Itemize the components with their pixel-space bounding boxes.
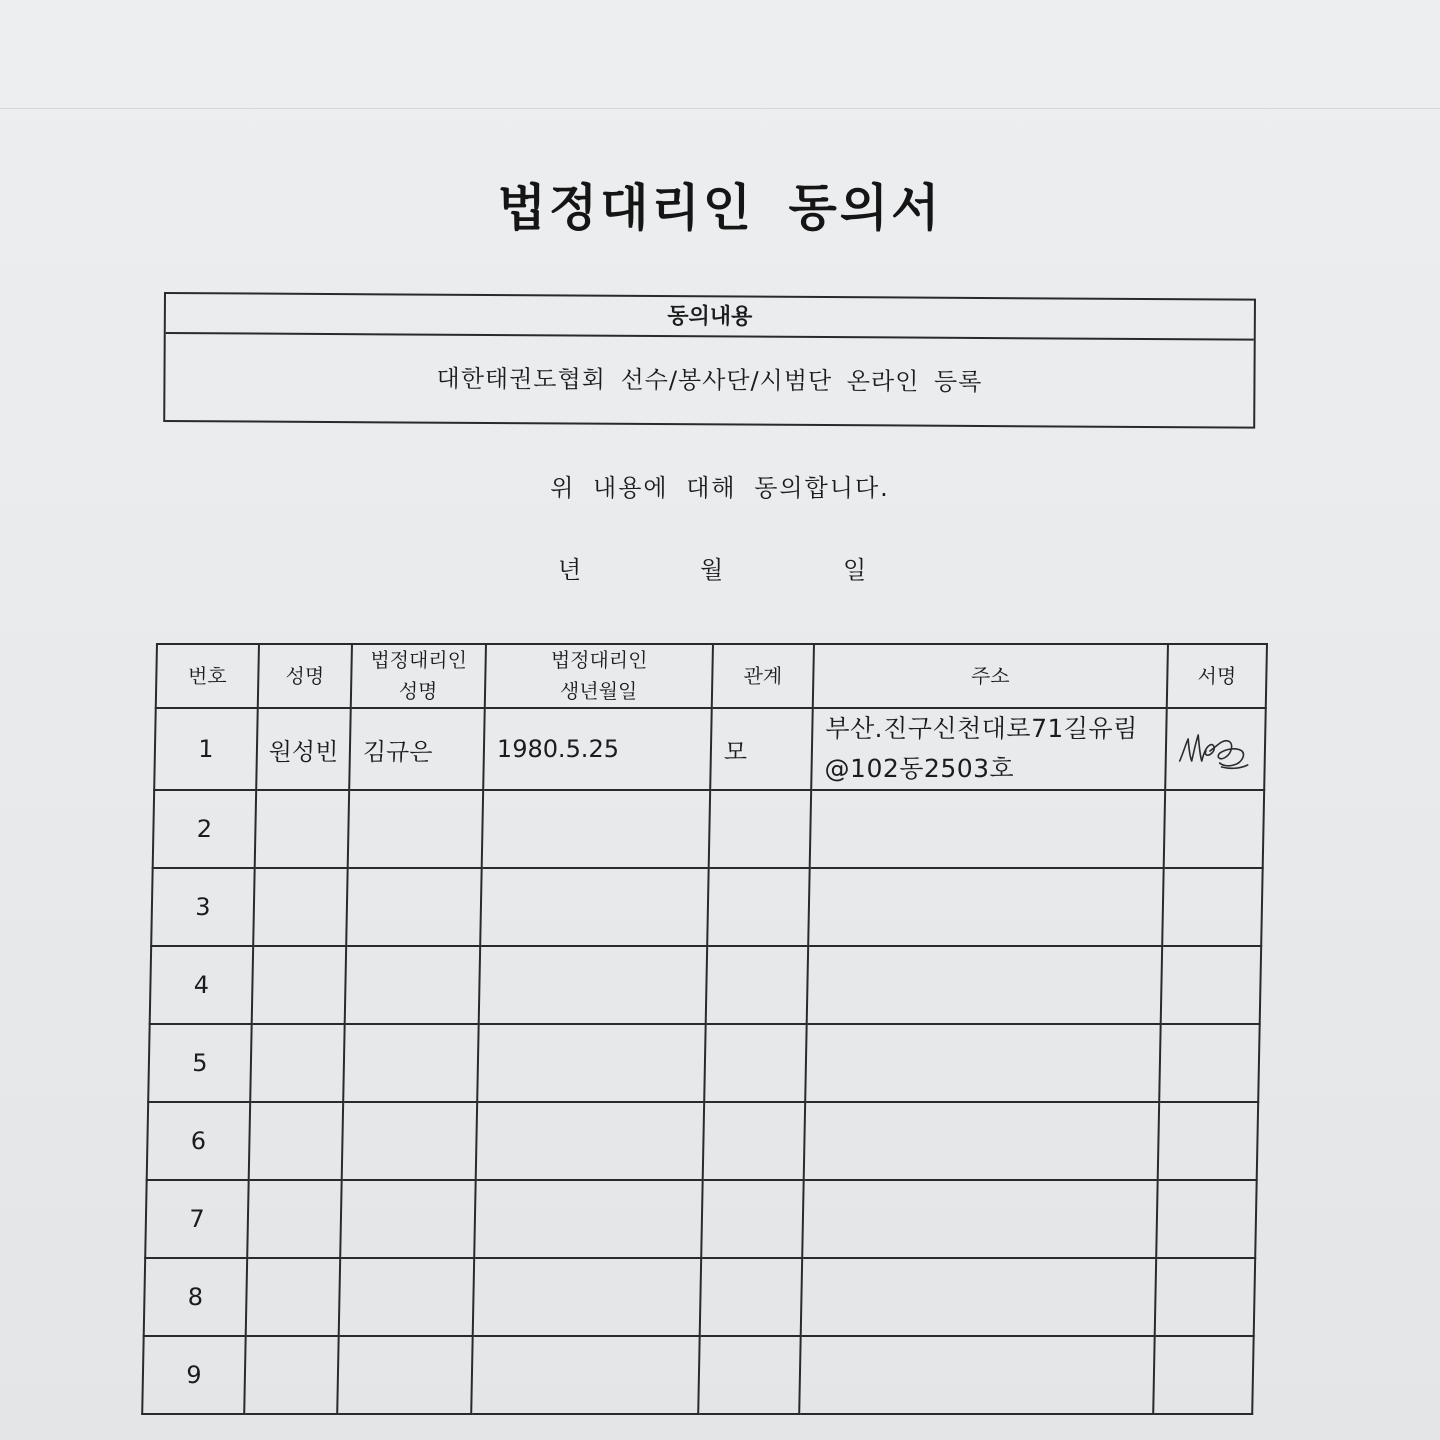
cell-number: 4 [150, 946, 253, 1024]
cell-name [252, 946, 346, 1024]
header-guardian-name-line1: 법정대리인 [370, 648, 468, 672]
table-row [142, 1336, 1253, 1414]
cell-guardian-name [348, 790, 483, 868]
cell-guardian-birth [474, 1180, 702, 1258]
cell-guardian-birth [477, 1024, 705, 1102]
cell-address [799, 1336, 1154, 1414]
cell-relation [700, 1258, 802, 1336]
header-guardian-birth-line2: 생년월일 [559, 679, 638, 703]
table-row [153, 790, 1264, 868]
consent-text: 대한태권도협회 선수/봉사단/시범단 온라인 등록 [436, 364, 983, 397]
handwritten-signature-icon [1175, 721, 1256, 777]
cell-signature [1156, 1180, 1256, 1258]
cell-signature [1153, 1336, 1253, 1414]
cell-address [808, 868, 1163, 946]
cell-name [253, 868, 347, 946]
cell-relation [698, 1336, 800, 1414]
cell-signature [1161, 946, 1261, 1024]
consent-heading: 동의내용 [166, 294, 1254, 341]
cell-address [805, 1024, 1160, 1102]
cell-address [807, 946, 1162, 1024]
table-row [147, 1102, 1258, 1180]
cell-number: 2 [153, 790, 256, 868]
cell-signature [1162, 868, 1262, 946]
table-row [151, 868, 1262, 946]
header-guardian-birth-line1: 법정대리인 [550, 648, 648, 672]
consent-box [163, 292, 1256, 429]
cell-guardian-name [339, 1258, 474, 1336]
cell-signature [1159, 1024, 1259, 1102]
cell-guardian-name [342, 1102, 477, 1180]
cell-guardian-birth [476, 1102, 704, 1180]
cell-guardian-name [345, 946, 480, 1024]
cell-address [804, 1102, 1159, 1180]
cell-signature [1165, 708, 1266, 790]
header-number: 번호 [156, 644, 259, 708]
cell-relation [706, 946, 808, 1024]
cell-number: 8 [144, 1258, 247, 1336]
cell-signature [1164, 790, 1264, 868]
cell-relation [707, 868, 809, 946]
cell-relation: 모 [710, 708, 813, 790]
cell-guardian-birth [480, 868, 708, 946]
cell-guardian-birth [471, 1336, 699, 1414]
date-month-label: 월 [700, 556, 724, 584]
table-row [148, 1024, 1259, 1102]
cell-name [244, 1336, 338, 1414]
table-row [154, 708, 1266, 790]
cell-relation [701, 1180, 803, 1258]
cell-name [250, 1024, 344, 1102]
cell-guardian-birth [479, 946, 707, 1024]
cell-guardian-name [340, 1180, 475, 1258]
cell-name: 원성빈 [256, 708, 351, 790]
date-day-label: 일 [843, 556, 867, 584]
cell-name [247, 1180, 341, 1258]
header-guardian-birth [485, 644, 713, 708]
cell-signature [1158, 1102, 1258, 1180]
cell-number: 7 [145, 1180, 248, 1258]
cell-guardian-name [343, 1024, 478, 1102]
header-address: 주소 [813, 644, 1168, 708]
cell-address [802, 1180, 1157, 1258]
signers-table [141, 643, 1268, 1415]
cell-guardian-birth: 1980.5.25 [483, 708, 712, 790]
table-row [150, 946, 1261, 1024]
address-line-1: 부산.진구신천대로71길유림 [825, 714, 1139, 743]
header-name: 성명 [258, 644, 352, 708]
header-guardian-name [351, 644, 486, 708]
document-title: 법정대리인 동의서 [497, 179, 943, 237]
cell-name [246, 1258, 340, 1336]
cell-relation [703, 1102, 805, 1180]
cell-name [249, 1102, 343, 1180]
cell-guardian-birth [473, 1258, 701, 1336]
cell-address [801, 1258, 1156, 1336]
cell-guardian-name [346, 868, 481, 946]
cell-number: 5 [148, 1024, 251, 1102]
cell-guardian-name [337, 1336, 472, 1414]
header-signature: 서명 [1167, 644, 1267, 708]
table-row [144, 1258, 1255, 1336]
address-line-2: @102동2503호 [824, 754, 1015, 783]
cell-relation [704, 1024, 806, 1102]
cell-address [811, 708, 1167, 790]
table-header-row [156, 644, 1267, 708]
cell-guardian-birth [482, 790, 710, 868]
cell-name [255, 790, 349, 868]
cell-number: 3 [151, 868, 254, 946]
agreement-statement: 위 내용에 대해 동의합니다. [550, 474, 890, 502]
header-guardian-name-line2: 성명 [398, 679, 438, 703]
header-relation: 관계 [712, 644, 814, 708]
table-row [145, 1180, 1256, 1258]
cell-relation [709, 790, 811, 868]
cell-guardian-name: 김규은 [349, 708, 485, 790]
paper-edge [0, 108, 1440, 109]
date-year-label: 년 [558, 556, 582, 584]
cell-address [810, 790, 1165, 868]
cell-number: 1 [154, 708, 258, 790]
cell-number: 6 [147, 1102, 250, 1180]
cell-number: 9 [142, 1336, 245, 1414]
cell-signature [1155, 1258, 1255, 1336]
